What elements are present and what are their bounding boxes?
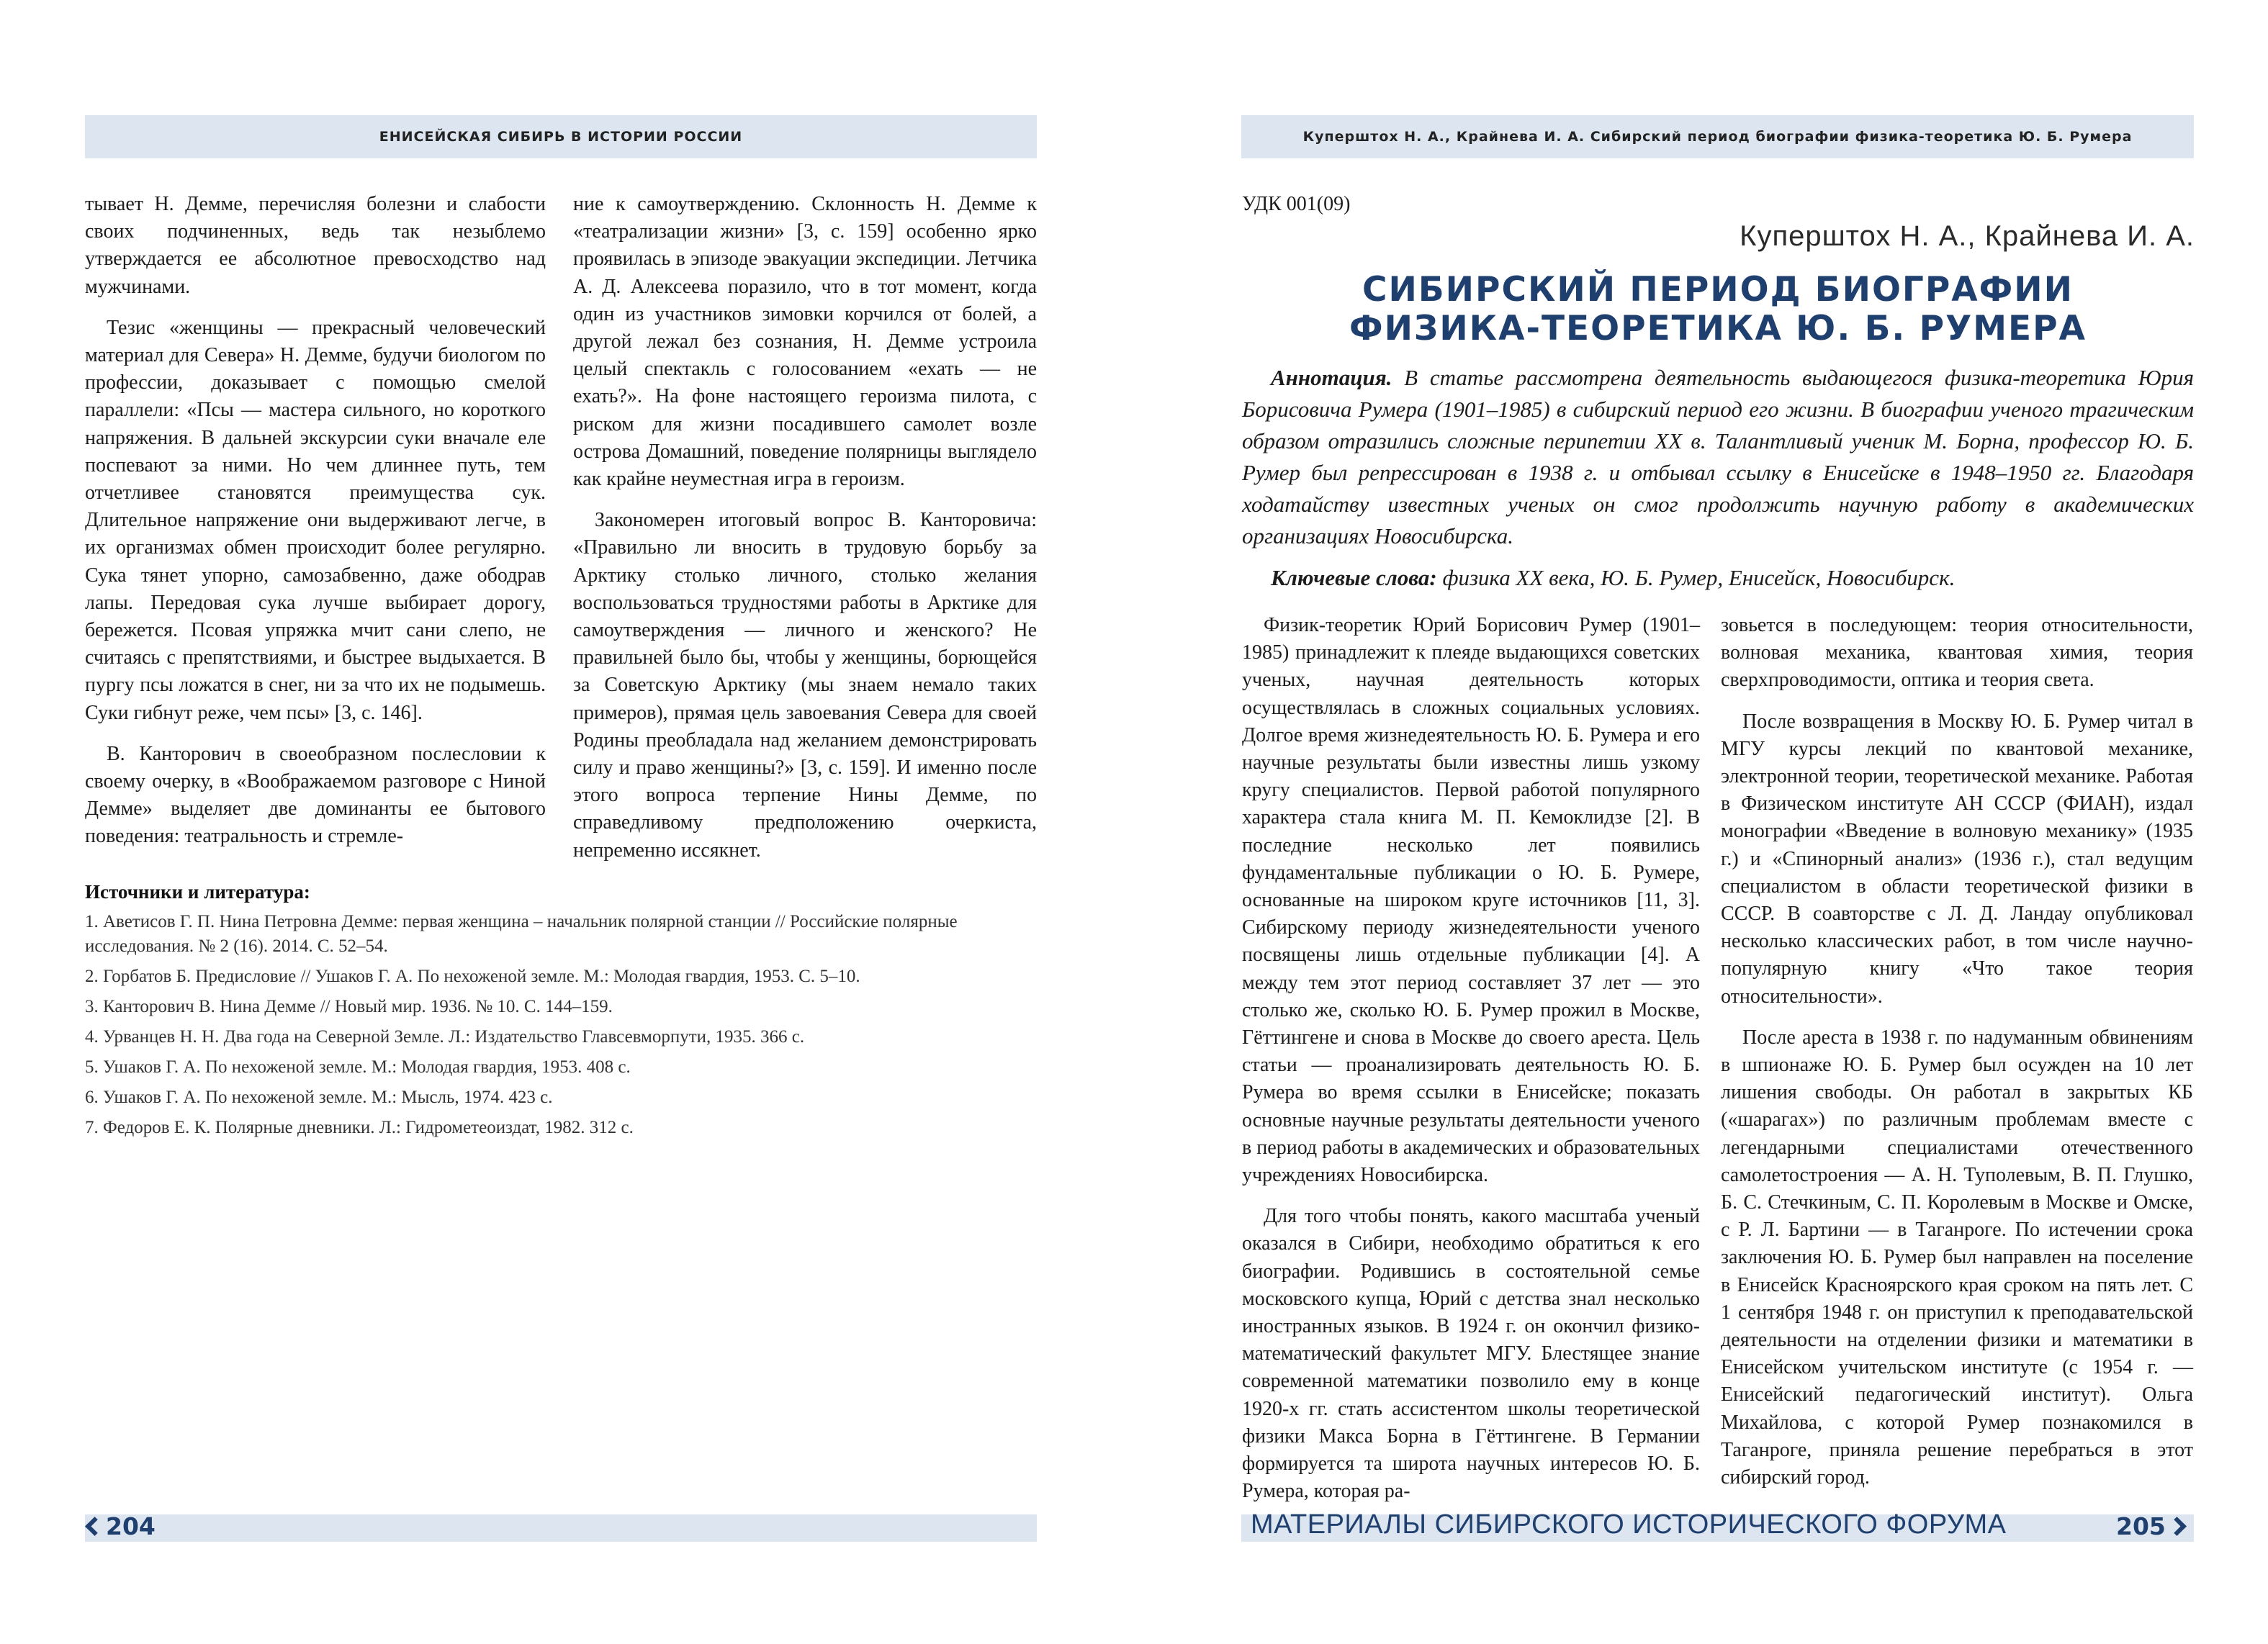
references-section — [85, 880, 1037, 1146]
chevron-left-icon — [85, 1517, 104, 1536]
left-running-header: ЕНИСЕЙСКАЯ СИБИРЬ В ИСТОРИИ РОССИИ — [85, 115, 1037, 158]
right-page — [1134, 0, 2268, 1644]
left-column-2 — [573, 191, 1037, 878]
paragraph: Для того чтобы понять, какого масштаба ученый оказался в Сибири, необходимо обратиться к его биографии. Родившись в состоятельной семье московского купца, Юрий с детства знал несколько иностранных языков. В 1924 г. он окончил физико-математический факультет МГУ. Блестящее знание современной математики позволило ему в конце 1920-х гг. стать ассистентом школы теоретической физики Макса Борна в Гёттингене. В Германии формируется та широта научных интересов Ю. Б. Румера, которая ра- — [1242, 1205, 1700, 1503]
left-footer-band — [85, 1514, 1037, 1542]
keywords-text: физика XX века, Ю. Б. Румер, Енисейск, Новосибирск. — [1442, 565, 1956, 590]
keywords-label: Ключевые слова: — [1271, 565, 1437, 590]
left-page-number — [88, 1512, 156, 1540]
reference-item: 4. Урванцев Н. Н. Два года на Северной Земле. Л.: Издательство Главсевморпути, 1935. 366 с. — [85, 1027, 805, 1047]
title-line: ФИЗИКА-ТЕОРЕТИКА Ю. Б. РУМЕРА — [1349, 309, 2087, 348]
reference-item: 3. Канторович В. Нина Демме // Новый мир. 1936. № 10. С. 144–159. — [85, 997, 613, 1016]
references-heading: Источники и литература: — [85, 881, 310, 903]
paragraph: ние к самоутверждению. Склонность Н. Демме к «театрализации жизни» [3, с. 159] особенно ярко проявилась в эпизоде эвакуации экспедиции. Летчика А. Д. Алексеева поразило, что в тот момент, когда один из участников зимовки корчился от болей, а другой лежал без сознания, Н. Демме устроила целый спектакль с голосованием «ехать — не ехать?». На фоне настоящего героизма пилота, с риском для жизни посадившего самолет возле острова Домашний, поведение полярницы выглядело как крайне неуместная игра в героизм. — [573, 193, 1037, 491]
chevron-right-icon — [2167, 1517, 2187, 1536]
reference-item: 1. Аветисов Г. П. Нина Петровна Демме: первая женщина – начальник полярной станции // Российские полярные исследования. № 2 (16). 2014. С. 52–54. — [85, 912, 958, 956]
page-number-text: 205 — [2116, 1512, 2166, 1540]
right-page-number — [2116, 1512, 2184, 1540]
keywords — [1242, 562, 2194, 594]
annotation-label: Аннотация. — [1271, 365, 1392, 390]
paragraph: В. Канторович в своеобразном послесловии к своему очерку, в «Воображаемом разговоре с Ниной Демме» выделяет две доминанты ее бытового поведения: театральность и стремле- — [85, 742, 546, 848]
reference-item: 6. Ушаков Г. А. По нехоженой земле. М.: Мысль, 1974. 423 с. — [85, 1088, 553, 1107]
right-column-2 — [1721, 612, 2193, 1505]
reference-item: 2. Горбатов Б. Предисловие // Ушаков Г. А. По нехоженой земле. М.: Молодая гвардия, 1953. С. 5–10. — [85, 967, 860, 986]
journal-footer-title: МАТЕРИАЛЫ СИБИРСКОГО ИСТОРИЧЕСКОГО ФОРУМА — [1251, 1509, 2007, 1540]
left-column-1 — [85, 191, 546, 864]
annotation — [1242, 362, 2194, 552]
paragraph: После возвращения в Москву Ю. Б. Румер читал в МГУ курсы лекций по квантовой механике, электронной теории, теоретической механике. Работая в Физическом институте АН СССР (ФИАН), издал монографии «Введение в волновую механику» (1935 г.) и «Спинорный анализ» (1936 г.), стал ведущим специалистом в области теоретической физики в СССР. В соавторстве с Л. Д. Ландау опубликовал несколько классических работ, в том числе научно-популярную книгу «Что такое теория относительности». — [1721, 710, 2193, 1008]
title-line: СИБИРСКИЙ ПЕРИОД БИОГРАФИИ — [1362, 270, 2074, 310]
annotation-block — [1242, 362, 2194, 604]
article-title — [1242, 271, 2194, 348]
paragraph: После ареста в 1938 г. по надуманным обвинениям в шпионаже Ю. Б. Румер был осужден на 10 лет лишения свободы. Он работал в закрытых КБ («шарагах») по различным проблемам вместе с легендарными специалистами отечественного самолетостроения — А. Н. Туполевым, В. П. Глушко, Б. С. Стечкиным, С. П. Королевым в Москве и Омске, с Р. Л. Бартини — в Таганроге. По истечении срока заключения Ю. Б. Румер был направлен на поселение в Енисейск Красноярского края сроком на пять лет. С 1 сентября 1948 г. он приступил к преподавательской деятельности на отделении физики и математики в Енисейском учительском институте (с 1954 г. — Енисейский педагогический институт). Ольга Михайлова, с которой Румер познакомился в Таганроге, приняла решение перебраться в этот сибирский город. — [1721, 1026, 2193, 1489]
article-authors: Куперштох Н. А., Крайнева И. А. — [1740, 220, 2195, 252]
references-list — [85, 910, 1037, 1140]
paragraph: тывает Н. Демме, перечисляя болезни и слабости своих подчиненных, ведь так незыблемо утверждается ее абсолютное превосходство над мужчинами. — [85, 193, 546, 298]
reference-item: 7. Федоров Е. К. Полярные дневники. Л.: Гидрометеоиздат, 1982. 312 с. — [85, 1118, 634, 1137]
right-running-header: Куперштох Н. А., Крайнева И. А. Сибирский период биографии физика-теоретика Ю. Б. Румера — [1241, 115, 2194, 158]
paragraph: Тезис «женщины — прекрасный человеческий материал для Севера» Н. Демме, будучи биологом по профессии, доказывает с помощью смелой параллели: «Псы — мастера сильного, но короткого напряжения. В дальней экскурсии суки вначале еле поспевают за ними. Но чем длиннее путь, тем отчетливее становятся преимущества сук. Длительное напряжение они выдерживают легче, в их организмах обмен происходит более регулярно. Сука тянет упорно, самозабвенно, даже ободрав лапы. Передовая сука лучше выбирает дорогу, бережется. Псовая упряжка мчит сани слепо, не считаясь с препятствиями, и быстрее выдыхается. В пургу псы ложатся в снег, ни за что их не подымешь. Суки гибнут реже, чем псы» [3, с. 146]. — [85, 316, 546, 724]
reference-item: 5. Ушаков Г. А. По нехоженой земле. М.: Молодая гвардия, 1953. 408 с. — [85, 1057, 631, 1077]
annotation-text: В статье рассмотрена деятельность выдающегося физика-теоретика Юрия Борисовича Румера (1901–1985) в сибирский период его жизни. В биографии ученого трагическим образом отразились сложные перипетии XX в. Талантливый ученик М. Борна, профессор Ю. Б. Румер был репрессирован в 1938 г. и отбывал ссылку в Енисейске в 1948–1950 гг. Благодаря ходатайству известных ученых он смог продолжить научную работу в академических организациях Новосибирска. — [1242, 365, 2195, 548]
paragraph: Закономерен итоговый вопрос В. Канторовича: «Правильно ли вносить в трудовую борьбу за Арктику столько личного, столько желания воспользоваться трудностями работы в Арктике для самоутверждения — личного и женского? Не правильней было бы, чтобы у женщины, борющейся за Советскую Арктику (мы знаем немало таких примеров), прямая цель завоевания Севера для своей Родины преобладала над желанием демонстрировать силу и право женщины?» [3, с. 159]. И именно после этого вопроса терпение Нины Демме, по справедливому предположению очеркиста, непременно иссякнет. — [573, 509, 1037, 862]
paragraph: Физик-теоретик Юрий Борисович Румер (1901–1985) принадлежит к плеяде выдающихся советских ученых, научная деятельность которых осуществлялась в сложных социальных условиях. Долгое время жизнедеятельность Ю. Б. Румера и его научные результаты были известны лишь узкому кругу специалистов. Первой работой популярного характера стала книга М. П. Кемоклидзе [2]. В последние несколько лет появились фундаментальные публикации о Ю. Б. Румере, основанные на широком круге источников [11, 3]. Сибирскому периоду жизнедеятельности ученого посвящены лишь отдельные публикации [4]. А между тем этот период составляет 37 лет — это столько же, сколько Ю. Б. Румер прожил в Москве, Гёттингене и снова в Москве до своего ареста. Цель статьи — проанализировать деятельность Ю. Б. Румера во время ссылки в Енисейске; показать основные научные результаты деятельности ученого в период работы в академических и образовательных учреждениях Новосибирска. — [1242, 614, 1700, 1187]
page-number-text: 204 — [106, 1512, 156, 1540]
right-column-1 — [1242, 612, 1700, 1519]
paragraph: зовьется в последующем: теория относительности, волновая механика, квантовая химия, теория сверхпроводимости, оптика и теория света. — [1721, 614, 2193, 692]
udk-code: УДК 001(09) — [1242, 193, 1351, 215]
